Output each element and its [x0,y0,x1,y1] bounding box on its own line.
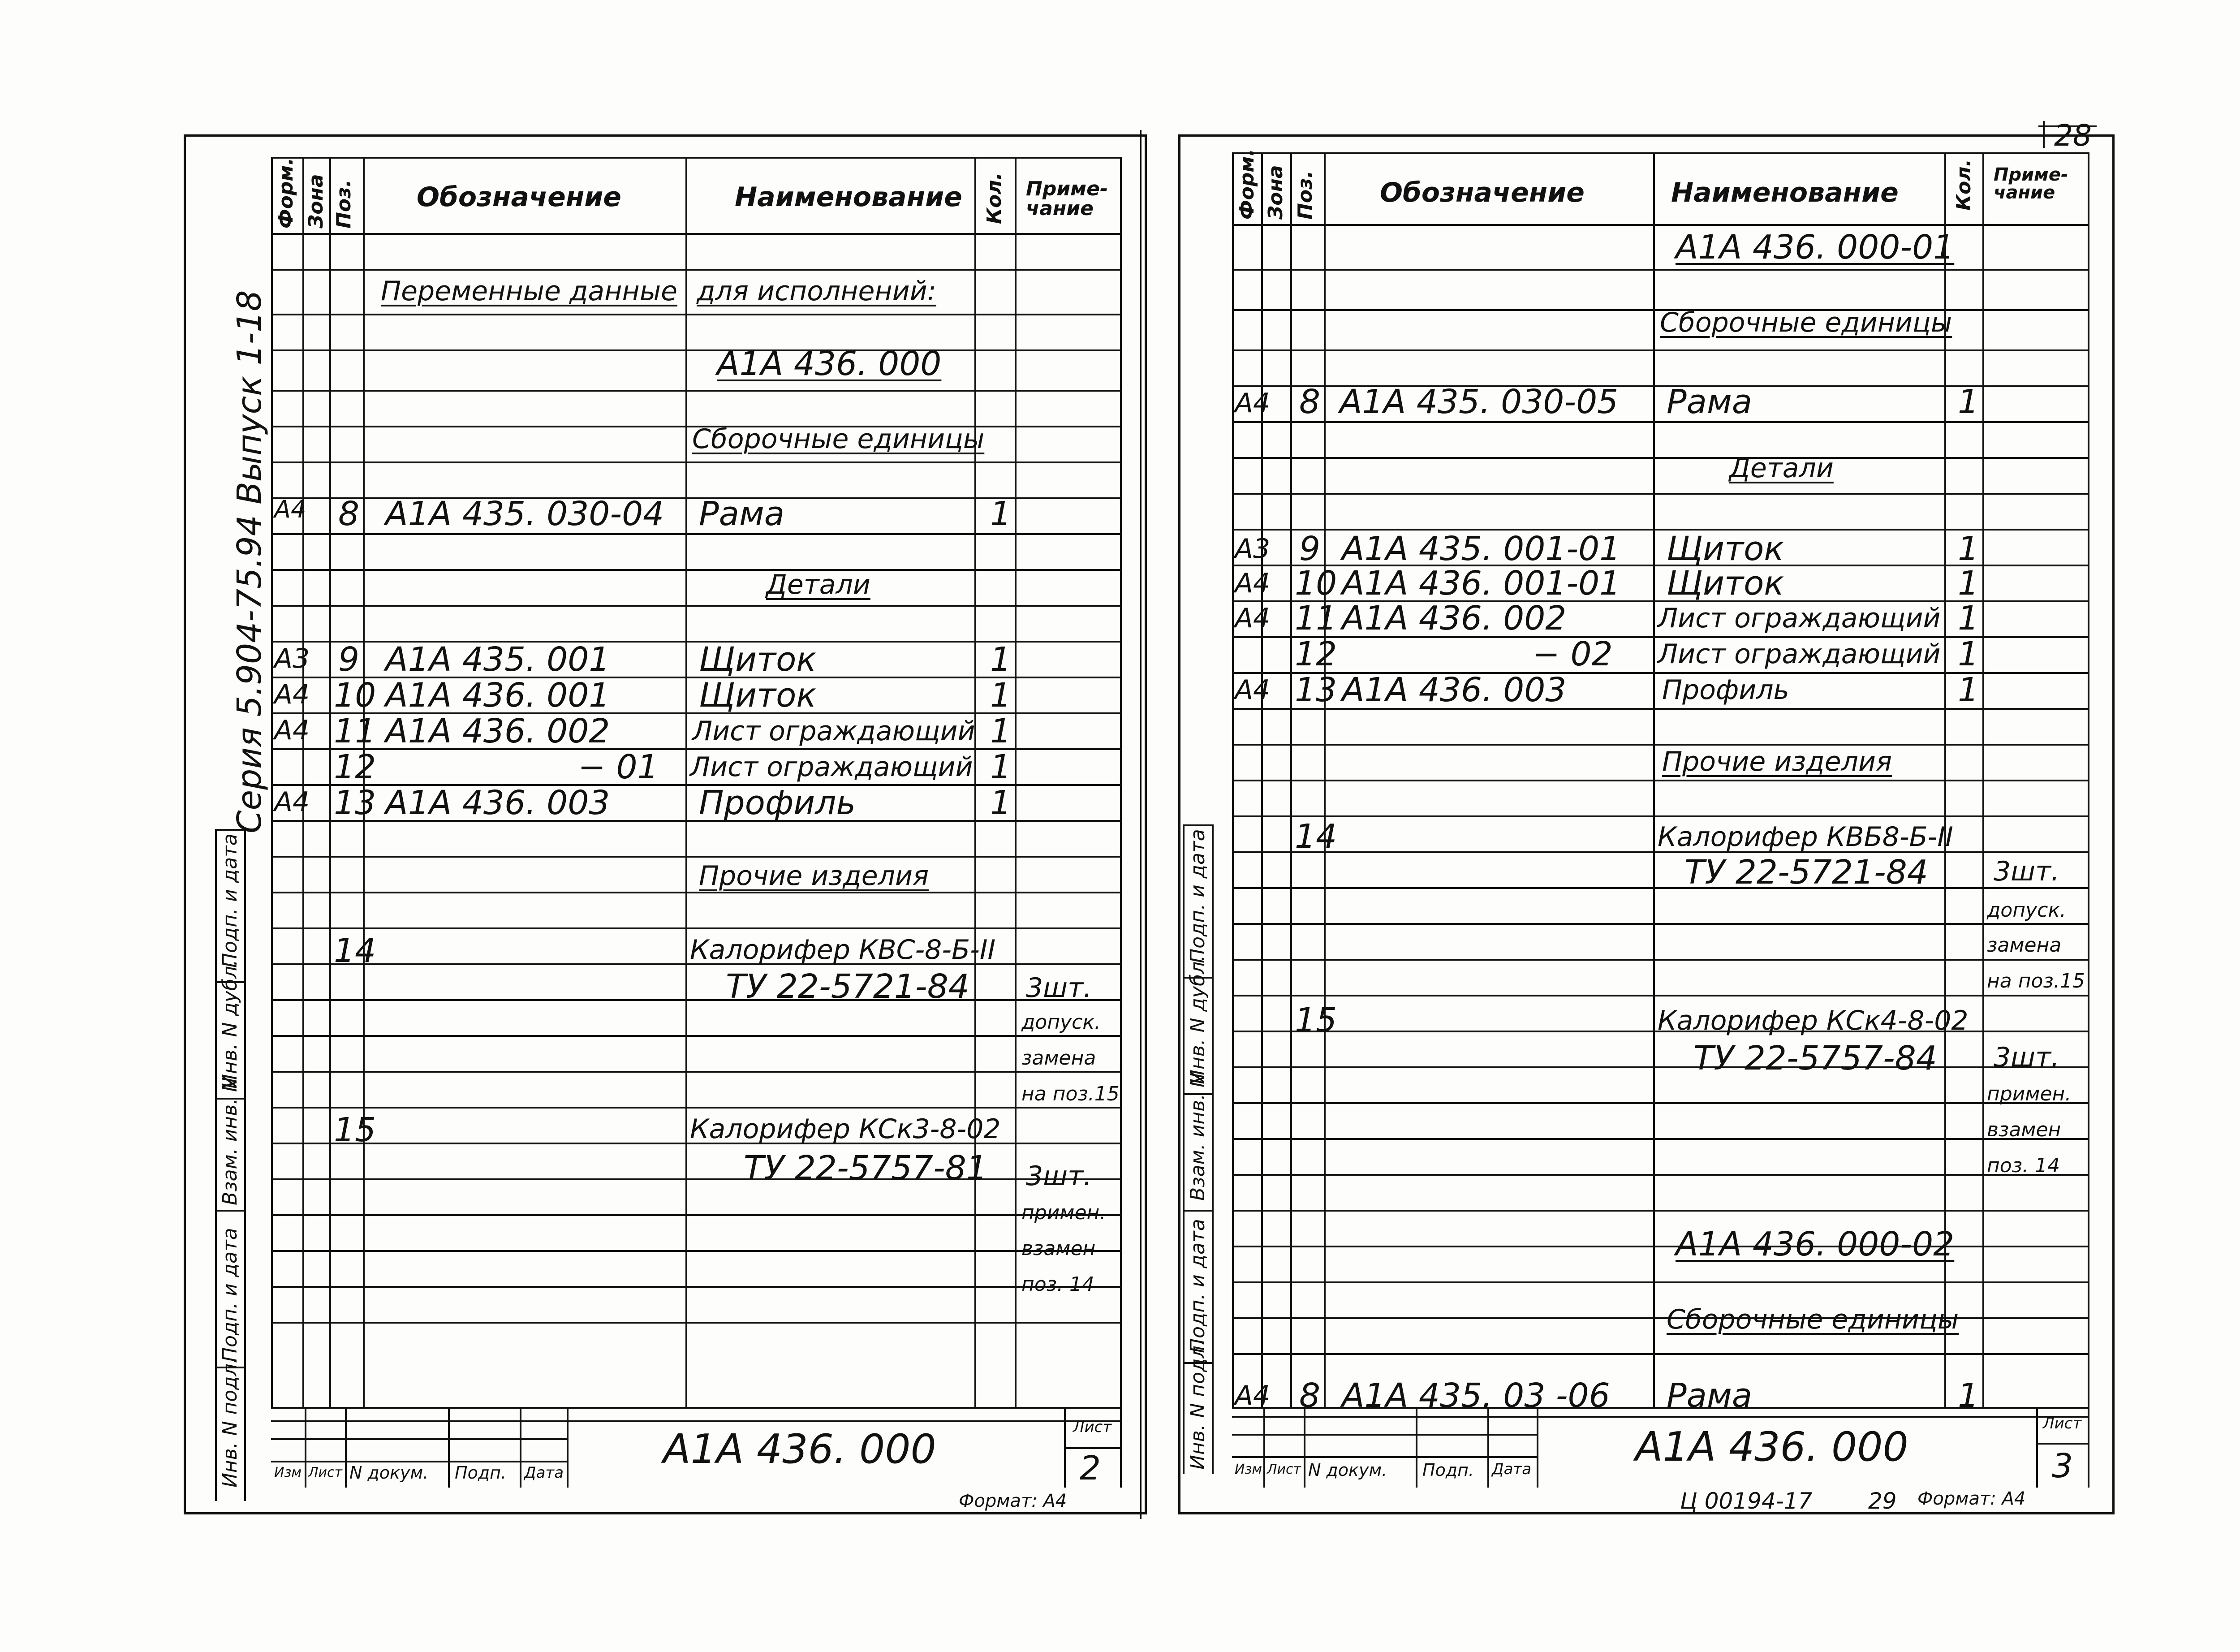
row-format: А4 [274,786,310,818]
header-note: Приме-чание [1026,177,1108,220]
row-designation: А1А 435. 001-01 [1342,530,1621,568]
note-line: замена [1021,1047,1096,1070]
row-designation: А1А 436. 001-01 [1342,564,1621,603]
left-sheet [184,134,1147,1514]
row-name: Щиток [1667,564,1784,603]
row-qty: 1 [1958,383,1979,421]
row-format: А4 [1235,1380,1271,1411]
row-pos: 12 [334,748,376,786]
margin-label: Взам. инв. N [1186,1073,1209,1201]
note-line: примен. [1021,1201,1106,1224]
row-designation: А1А 436. 002 [385,712,610,751]
row-pos: 8 [338,495,360,533]
stamp-sheet: 2 [1080,1449,1101,1488]
doc-designation: А1А 436. 000 [717,345,942,383]
row-pos: 13 [334,784,376,822]
stamp-list: Лист [1267,1462,1301,1477]
row-pos: 9 [1299,530,1321,568]
stamp-podp: Подп. [455,1463,507,1483]
row-format: А4 [1235,388,1271,419]
row-name: Рама [699,495,785,533]
note-line: на поз.15 [1021,1083,1120,1105]
intro-right: для исполнений: [697,276,936,307]
row-qty: 1 [1958,599,1979,638]
header-name: Наименование [1671,177,1899,208]
other-heading: Прочие изделия [699,860,929,892]
stamp-format: Формат: А4 [1917,1488,2026,1509]
row-pos: 15 [1295,1001,1337,1040]
note-line: 3шт. [1026,1160,1092,1192]
heater-name: Калорифер КВС-8-Б-II [690,934,996,966]
header-name: Наименование [735,181,962,213]
row-format: А4 [1235,674,1271,706]
row-qty: 1 [990,495,1012,533]
header-zone: Зона [305,174,327,229]
row-pos: 15 [334,1111,376,1149]
stamp-data: Дата [524,1464,564,1482]
note-line: поз. 14 [1987,1154,2060,1177]
header-format: Форм. [275,157,297,229]
stamp-izm: Изм [274,1465,302,1480]
header-qty: Кол. [983,172,1006,224]
row-format: А4 [274,715,310,746]
stamp-ndoc: N докум. [1308,1460,1387,1480]
note-line: 3шт. [1994,856,2060,887]
row-name: Профиль [1662,674,1789,706]
row-designation: − 02 [1532,635,1613,673]
row-qty: 1 [1958,671,1979,709]
header-qty: Кол. [1952,159,1975,211]
row-pos: 11 [334,712,376,751]
row-pos: 13 [1295,671,1337,709]
heater-tu: ТУ 22-5721-84 [1684,853,1928,892]
row-qty: 1 [990,748,1012,786]
heater-tu: ТУ 22-5757-81 [744,1149,987,1187]
row-pos: 8 [1299,1376,1321,1415]
row-designation: А1А 436. 002 [1342,599,1567,638]
row-format: А3 [274,643,310,674]
row-pos: 10 [1295,564,1337,603]
row-designation: А1А 435. 030-04 [385,495,664,533]
stamp-list: Лист [308,1465,343,1480]
stamp-doc: А1А 436. 000 [663,1426,936,1473]
header-designation: Обозначение [1380,177,1585,208]
row-designation: А1А 436. 003 [385,784,610,822]
stamp-sheet-label: Лист [1073,1418,1112,1436]
note-line: примен. [1987,1083,2072,1105]
stamp-doc: А1А 436. 000 [1635,1423,1908,1471]
row-format: А3 [1235,533,1271,565]
margin-label: Подп. и дата [1186,829,1209,963]
assemblies-heading: Сборочные единицы [692,423,985,455]
stamp-sheet: 3 [2052,1447,2073,1485]
row-qty: 1 [990,676,1012,715]
stamp-sheet-label: Лист [2043,1415,2082,1432]
stamp-izm: Изм [1235,1462,1262,1477]
row-name: Лист ограждающий [690,751,973,783]
series-label: Серия 5.904-75.94 Выпуск 1-18 [230,290,269,833]
row-pos: 9 [338,640,360,679]
row-qty: 1 [1958,530,1979,568]
header-note: Приме-чание [1994,164,2068,203]
row-pos: 8 [1299,383,1321,421]
margin-label: Взам. инв. N [219,1077,241,1205]
margin-label: Инв. N подл. [1186,1339,1209,1470]
row-pos: 10 [334,676,376,715]
header-pos: Поз. [332,179,355,229]
header-format: Форм. [1236,148,1258,220]
row-format: А4 [274,495,306,523]
margin-label: Инв. N подл. [219,1357,241,1488]
row-designation: А1А 436. 001 [385,676,610,715]
note-line: взамен [1987,1118,2061,1141]
note-line: допуск. [1987,899,2066,922]
margin-label: Инв. N дубл. [1186,955,1209,1084]
archive-number: Ц 00194-17 [1680,1488,1813,1514]
heater-name: Калорифер КСк3-8-02 [690,1113,1001,1145]
row-name: Щиток [699,676,817,715]
details-heading: Детали [1729,453,1834,484]
stamp-data: Дата [1492,1460,1532,1478]
row-designation: А1А 436. 003 [1342,671,1567,709]
margin-label: Подп. и дата [219,1228,241,1362]
heater-name: Калорифер КВБ8-Б-II [1658,821,1953,853]
row-name: Щиток [699,640,817,679]
row-format: А4 [1235,568,1271,599]
row-qty: 1 [990,784,1012,822]
note-line: на поз.15 [1987,970,2085,992]
row-qty: 1 [990,712,1012,751]
row-pos: 14 [1295,817,1337,856]
row-qty: 1 [1958,1376,1979,1415]
header-zone: Зона [1264,165,1287,220]
note-line: 3шт. [1994,1042,2060,1073]
row-qty: 1 [1958,635,1979,673]
margin-label: Инв. N дубл. [219,959,241,1089]
row-pos: 12 [1295,635,1337,673]
stamp-ndoc: N докум. [349,1463,429,1483]
row-name: Рама [1667,1376,1753,1415]
note-line: поз. 14 [1021,1273,1095,1296]
assemblies-heading: Сборочные единицы [1667,1304,1959,1335]
row-designation: А1А 435. 03 -06 [1342,1376,1610,1415]
header-pos: Поз. [1294,170,1317,220]
stamp-podp: Подп. [1422,1460,1474,1480]
heater-name: Калорифер КСк4-8-02 [1658,1005,1969,1036]
row-pos: 11 [1295,599,1337,638]
row-pos: 14 [334,932,376,970]
row-qty: 1 [1958,564,1979,603]
row-format: А4 [1235,603,1271,634]
row-name: Лист ограждающий [692,716,975,747]
heater-tu: ТУ 22-5721-84 [726,967,969,1006]
row-name: Рама [1667,383,1753,421]
note-line: замена [1987,934,2062,957]
row-name: Профиль [699,784,856,822]
assemblies-heading: Сборочные единицы [1660,307,1952,338]
sheet-number: 28 [2054,118,2092,153]
details-heading: Детали [766,569,870,600]
row-designation: − 01 [578,748,659,786]
note-line: 3шт. [1026,972,1092,1004]
row-designation: А1А 435. 001 [385,640,610,679]
margin-label: Подп. и дата [219,833,241,968]
archive-page: 29 [1868,1488,1897,1514]
intro-left: Переменные данные [381,276,678,307]
margin-label: Подп. и дата [1186,1219,1209,1353]
row-name: Щиток [1667,530,1784,568]
row-name: Лист ограждающий [1658,603,1941,634]
note-line: допуск. [1021,1011,1101,1034]
header-designation: Обозначение [417,181,622,213]
other-heading: Прочие изделия [1662,746,1892,777]
row-qty: 1 [990,640,1012,679]
row-format: А4 [274,679,310,710]
exec-designation: А1А 436. 000-02 [1676,1225,1955,1264]
stamp-format: Формат: А4 [959,1491,1067,1511]
note-line: взамен [1021,1237,1096,1260]
heater-tu: ТУ 22-5757-84 [1693,1039,1937,1078]
row-name: Лист ограждающий [1658,638,1941,670]
exec-designation: А1А 436. 000-01 [1676,228,1955,267]
row-designation: А1А 435. 030-05 [1340,383,1619,421]
